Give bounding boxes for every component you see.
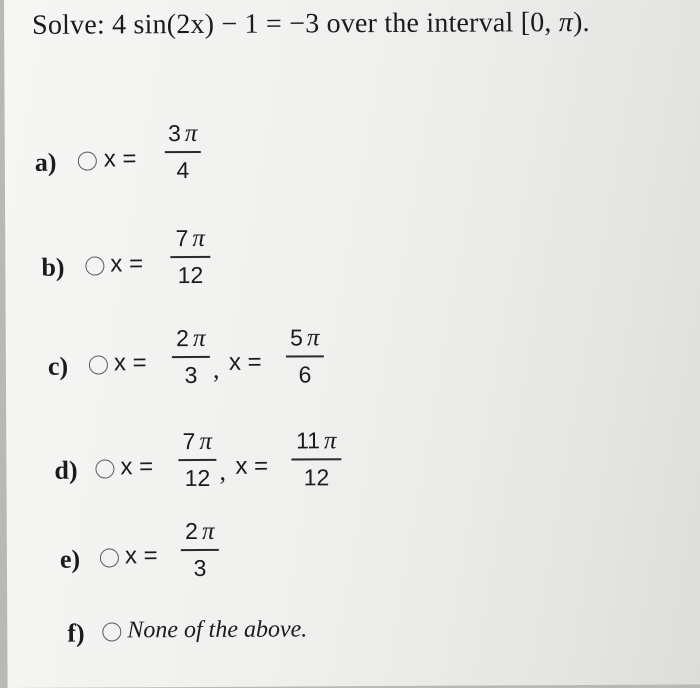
denominator: 6 xyxy=(298,360,312,388)
x-equals-label: x = xyxy=(124,542,158,570)
denominator: 12 xyxy=(184,464,211,491)
question-suffix: ). xyxy=(572,6,590,39)
denominator: 3 xyxy=(184,361,198,388)
fraction xyxy=(172,324,210,388)
denominator: 3 xyxy=(193,554,207,581)
fraction-bar xyxy=(170,256,210,258)
x-equals-label: x = xyxy=(103,145,137,173)
fraction xyxy=(178,427,216,491)
numerator: 7 xyxy=(182,428,196,455)
radio-button-e[interactable] xyxy=(100,548,119,567)
numerator: 11 xyxy=(296,427,321,454)
pi-symbol: π xyxy=(306,324,320,352)
pi-symbol: π xyxy=(192,324,206,353)
pi-symbol: π xyxy=(184,119,198,148)
denominator: 4 xyxy=(176,156,190,183)
denominator: 12 xyxy=(303,463,330,491)
radio-button-f[interactable] xyxy=(102,622,121,641)
radio-button-a[interactable] xyxy=(78,152,97,171)
pi-symbol: π xyxy=(323,427,337,455)
radio-button-d[interactable] xyxy=(95,459,114,478)
option-letter: f) xyxy=(67,618,85,648)
pi-symbol: π xyxy=(558,7,574,39)
fraction xyxy=(286,323,324,387)
pi-symbol: π xyxy=(192,224,205,253)
numerator: 5 xyxy=(290,324,303,351)
numerator: 2 xyxy=(176,325,189,352)
option-letter: e) xyxy=(59,544,81,574)
x-equals-label: x = xyxy=(235,452,269,480)
numerator: 2 xyxy=(185,517,198,545)
question-text xyxy=(32,7,590,42)
x-equals-label: x = xyxy=(228,348,262,376)
pi-symbol: π xyxy=(199,427,213,455)
none-of-the-above-text: None of the above. xyxy=(127,616,308,644)
radio-button-b[interactable] xyxy=(85,256,104,275)
option-letter: b) xyxy=(41,252,65,282)
fraction-bar xyxy=(291,458,341,460)
fraction xyxy=(291,426,341,490)
fraction-bar xyxy=(181,549,219,551)
worksheet xyxy=(4,0,700,688)
x-equals-label: x = xyxy=(113,349,147,377)
denominator: 12 xyxy=(177,261,204,288)
separator-comma: , xyxy=(219,456,227,486)
pi-symbol: π xyxy=(201,517,215,545)
option-letter: a) xyxy=(34,147,57,177)
fraction-bar xyxy=(165,151,201,153)
numerator: 7 xyxy=(175,225,189,252)
question-prefix: Solve: 4 sin(2x) − 1 = −3 over the interval [0, xyxy=(32,7,559,41)
fraction xyxy=(165,119,201,183)
fraction-bar xyxy=(178,459,216,461)
separator-comma: , xyxy=(212,354,220,384)
option-letter: c) xyxy=(47,351,69,381)
option-letter: d) xyxy=(54,455,78,485)
x-equals-label: x = xyxy=(120,453,154,481)
fraction-bar xyxy=(172,356,210,358)
fraction xyxy=(181,517,219,581)
numerator: 3 xyxy=(167,120,181,147)
fraction xyxy=(170,224,210,288)
fraction-bar xyxy=(286,355,324,357)
x-equals-label: x = xyxy=(110,250,144,278)
radio-button-c[interactable] xyxy=(89,355,108,374)
